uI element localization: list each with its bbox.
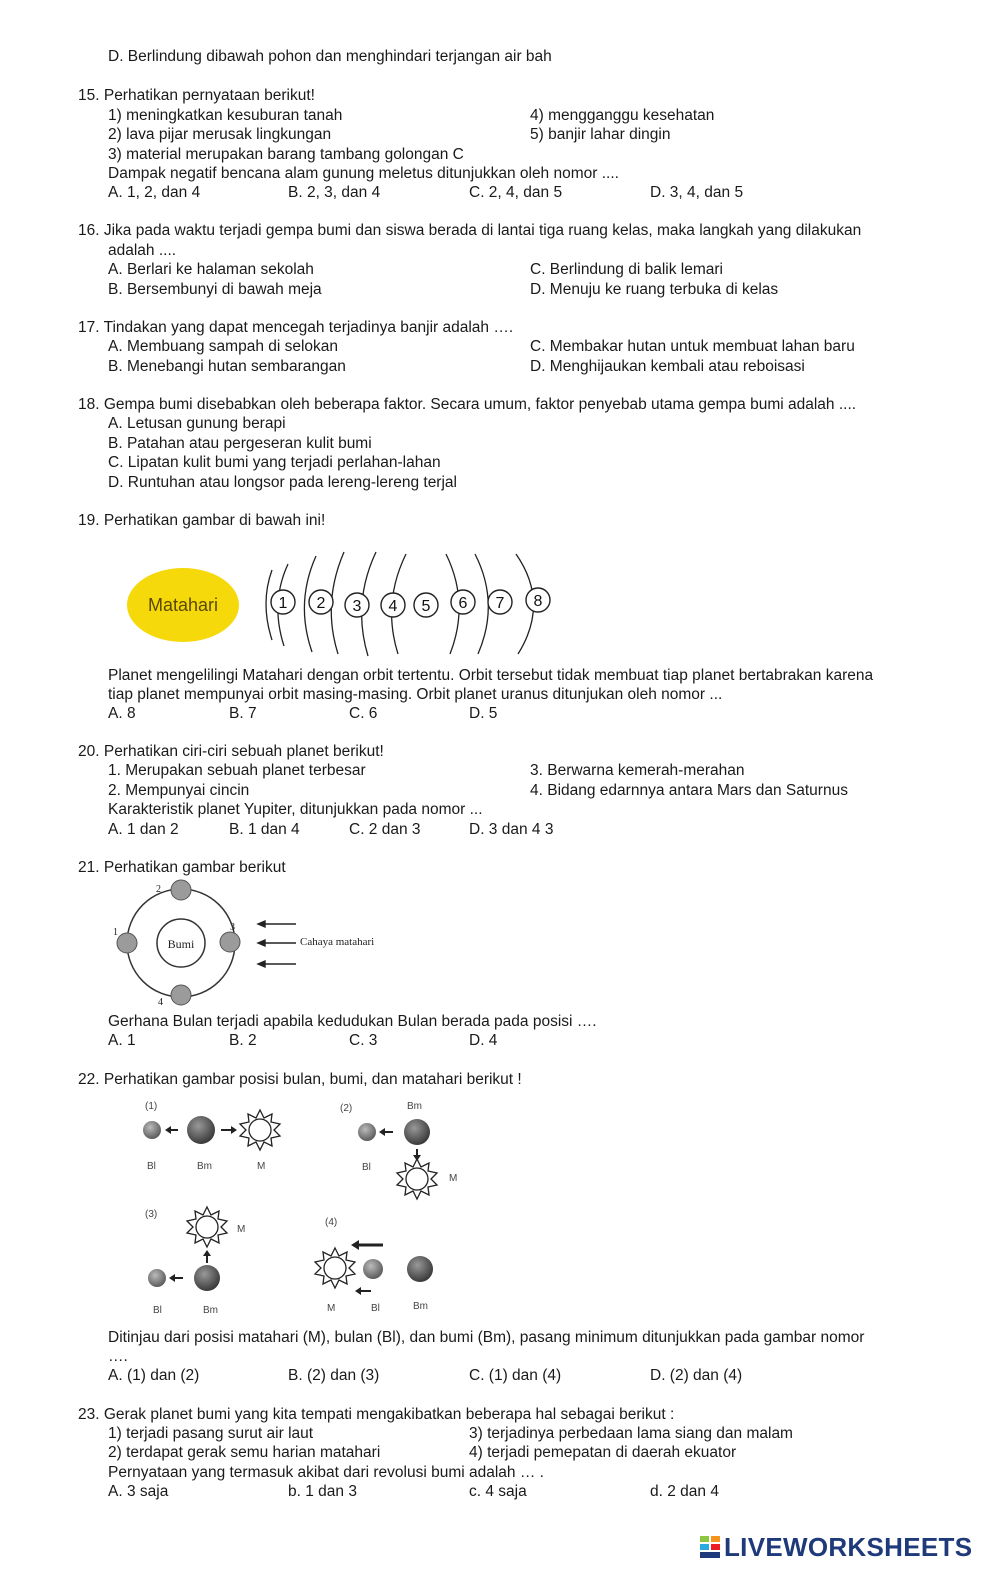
q20-trait-3: 3. Berwarna kemerah-merahan: [530, 762, 745, 779]
label-bm: Bm: [203, 1305, 218, 1316]
q23-statement-4: 4) terjadi pemepatan di daerah ekuator: [469, 1444, 737, 1461]
earth-label: Bumi: [167, 937, 195, 951]
sunlight-arrows: [258, 921, 296, 967]
q21-stem: 21. Perhatikan gambar berikut: [78, 859, 286, 876]
q23-option-b[interactable]: b. 1 dan 3: [288, 1483, 357, 1500]
config-1-label: (1): [145, 1101, 158, 1112]
q20-option-d[interactable]: D. 3 dan 4 3: [469, 821, 554, 838]
brand-name: LIVEWORKSHEETS: [724, 1532, 973, 1562]
q18-option-c[interactable]: C. Lipatan kulit bumi yang terjadi perlahan-lahan: [108, 454, 441, 471]
configuration-2: [340, 1101, 457, 1199]
q19-stem: 19. Perhatikan gambar di bawah ini!: [78, 512, 326, 529]
q15-statement-2: 2) lava pijar merusak lingkungan: [108, 126, 332, 143]
moon-position-1: [117, 933, 137, 953]
q23-option-a[interactable]: A. 3 saja: [108, 1483, 169, 1500]
position-4-label: 4: [158, 997, 163, 1008]
q16-option-a[interactable]: A. Berlari ke halaman sekolah: [108, 261, 314, 278]
planet-6-label: 6: [458, 595, 468, 612]
configuration-3: [145, 1207, 245, 1316]
planet-markers: [271, 588, 550, 617]
position-1-label: 1: [113, 927, 118, 938]
q23-statement-2: 2) terdapat gerak semu harian matahari: [108, 1444, 381, 1461]
q19-option-c[interactable]: C. 6: [349, 705, 378, 722]
label-m: M: [237, 1224, 246, 1235]
label-bm: Bm: [197, 1161, 212, 1172]
position-3-label: 3: [230, 922, 235, 933]
q21-option-a[interactable]: A. 1: [108, 1032, 136, 1049]
earth-shape: [404, 1119, 430, 1145]
q20-trait-4: 4. Bidang edarnnya antara Mars dan Saturnus: [530, 782, 848, 799]
q22-option-b[interactable]: B. (2) dan (3): [288, 1367, 380, 1384]
tides-figure: [135, 1095, 465, 1320]
q15-stem: 15. Perhatikan pernyataan berikut!: [78, 87, 315, 104]
planet-3-label: 3: [352, 598, 362, 615]
moon-shape: [363, 1259, 383, 1279]
q23-statement-3: 3) terjadinya perbedaan lama siang dan malam: [469, 1425, 793, 1442]
q19-option-a[interactable]: A. 8: [108, 705, 136, 722]
moon-position-2: [171, 880, 191, 900]
q20-question: Karakteristik planet Yupiter, ditunjukkan pada nomor ...: [108, 801, 483, 818]
liveworksheets-icon: [700, 1536, 720, 1558]
planet-7-label: 7: [495, 595, 505, 612]
q17-option-b[interactable]: B. Menebangi hutan sembarangan: [108, 358, 346, 375]
planet-2-label: 2: [316, 595, 326, 612]
q23-option-c[interactable]: c. 4 saja: [469, 1483, 527, 1500]
q22-question: Ditinjau dari posisi matahari (M), bulan (Bl), dan bumi (Bm), pasang minimum ditunjukkan pada gambar nomor: [108, 1329, 865, 1346]
q20-stem: 20. Perhatikan ciri-ciri sebuah planet berikut!: [78, 743, 384, 760]
planet-4-label: 4: [388, 598, 398, 615]
q17-option-c[interactable]: C. Membakar hutan untuk membuat lahan baru: [530, 338, 855, 355]
q21-option-d[interactable]: D. 4: [469, 1032, 498, 1049]
configuration-1: [143, 1101, 280, 1172]
moon-shape: [143, 1121, 161, 1139]
q22-question-cont: ….: [108, 1348, 128, 1365]
q18-option-d[interactable]: D. Runtuhan atau longsor pada lereng-lereng terjal: [108, 474, 457, 491]
label-bl: Bl: [153, 1305, 162, 1316]
solar-system-figure: [120, 548, 570, 658]
label-m: M: [327, 1303, 336, 1314]
lunar-eclipse-figure: [108, 880, 408, 1010]
q17-stem: 17. Tindakan yang dapat mencegah terjadinya banjir adalah ….: [78, 319, 514, 336]
moon-shape: [358, 1123, 376, 1141]
earth-shape: [194, 1265, 220, 1291]
earth-shape: [407, 1256, 433, 1282]
configuration-4: [315, 1217, 433, 1314]
planet-8-label: 8: [533, 593, 543, 610]
q16-option-d[interactable]: D. Menuju ke ruang terbuka di kelas: [530, 281, 779, 298]
label-bm: Bm: [407, 1101, 422, 1112]
q20-option-b[interactable]: B. 1 dan 4: [229, 821, 300, 838]
q15-option-b[interactable]: B. 2, 3, dan 4: [288, 184, 381, 201]
sun-icon: [397, 1159, 437, 1199]
sun-icon: [187, 1207, 227, 1247]
q16-stem-cont: adalah ....: [108, 242, 177, 259]
q18-option-a[interactable]: A. Letusan gunung berapi: [108, 415, 286, 432]
q19-text-line2: tiap planet mempunyai orbit masing-masing. Orbit planet uranus ditunjukan oleh nomor ...: [108, 686, 723, 703]
sunlight-label: Cahaya matahari: [300, 936, 375, 948]
liveworksheets-logo[interactable]: [700, 1530, 995, 1564]
prev-option-d: D. Berlindung dibawah pohon dan menghindari terjangan air bah: [108, 48, 552, 65]
q21-option-b[interactable]: B. 2: [229, 1032, 257, 1049]
q23-statement-1: 1) terjadi pasang surut air laut: [108, 1425, 314, 1442]
planet-5-label: 5: [421, 598, 431, 615]
q20-trait-1: 1. Merupakan sebuah planet terbesar: [108, 762, 366, 779]
q15-option-a[interactable]: A. 1, 2, dan 4: [108, 184, 201, 201]
position-2-label: 2: [156, 884, 161, 895]
q23-stem: 23. Gerak planet bumi yang kita tempati mengakibatkan beberapa hal sebagai berikut :: [78, 1406, 675, 1423]
config-3-label: (3): [145, 1209, 158, 1220]
label-bl: Bl: [147, 1161, 156, 1172]
q22-option-c[interactable]: C. (1) dan (4): [469, 1367, 562, 1384]
q20-option-a[interactable]: A. 1 dan 2: [108, 821, 179, 838]
q15-statement-4: 4) mengganggu kesehatan: [530, 107, 715, 124]
q20-trait-2: 2. Mempunyai cincin: [108, 782, 250, 799]
q19-text-line1: Planet mengelilingi Matahari dengan orbit tertentu. Orbit tersebut tidak membuat tiap planet bertabrakan karena: [108, 667, 874, 684]
q15-statement-5: 5) banjir lahar dingin: [530, 126, 671, 143]
q17-option-a[interactable]: A. Membuang sampah di selokan: [108, 338, 339, 355]
q17-option-d[interactable]: D. Menghijaukan kembali atau reboisasi: [530, 358, 805, 375]
q22-option-d[interactable]: D. (2) dan (4): [650, 1367, 743, 1384]
q20-option-c[interactable]: C. 2 dan 3: [349, 821, 421, 838]
planet-1-label: 1: [278, 595, 288, 612]
label-bl: Bl: [371, 1303, 380, 1314]
sun-label: Matahari: [147, 595, 219, 615]
q16-option-c[interactable]: C. Berlindung di balik lemari: [530, 261, 723, 278]
label-m: M: [257, 1161, 266, 1172]
q22-option-a[interactable]: A. (1) dan (2): [108, 1367, 200, 1384]
q15-option-d[interactable]: D. 3, 4, dan 5: [650, 184, 744, 201]
q19-option-b[interactable]: B. 7: [229, 705, 257, 722]
q18-stem: 18. Gempa bumi disebabkan oleh beberapa faktor. Secara umum, faktor penyebab utama gempa bumi adalah ....: [78, 396, 857, 413]
config-2-label: (2): [340, 1103, 353, 1114]
earth-shape: [187, 1116, 215, 1144]
q15-statement-1: 1) meningkatkan kesuburan tanah: [108, 107, 343, 124]
q23-question: Pernyataan yang termasuk akibat dari revolusi bumi adalah … .: [108, 1464, 544, 1481]
q15-question: Dampak negatif bencana alam gunung meletus ditunjukkan oleh nomor ....: [108, 165, 619, 182]
q15-statement-3: 3) material merupakan barang tambang golongan C: [108, 146, 464, 163]
q21-option-c[interactable]: C. 3: [349, 1032, 378, 1049]
q22-stem: 22. Perhatikan gambar posisi bulan, bumi, dan matahari berikut !: [78, 1071, 522, 1088]
q15-option-c[interactable]: C. 2, 4, dan 5: [469, 184, 563, 201]
q23-option-d[interactable]: d. 2 dan 4: [650, 1483, 719, 1500]
label-m: M: [449, 1173, 458, 1184]
q18-option-b[interactable]: B. Patahan atau pergeseran kulit bumi: [108, 435, 372, 452]
q16-option-b[interactable]: B. Bersembunyi di bawah meja: [108, 281, 322, 298]
config-4-label: (4): [325, 1217, 338, 1228]
q19-option-d[interactable]: D. 5: [469, 705, 498, 722]
label-bm: Bm: [413, 1301, 428, 1312]
moon-shape: [148, 1269, 166, 1287]
moon-position-4: [171, 985, 191, 1005]
moon-position-3: [220, 932, 240, 952]
sun-icon: [240, 1110, 280, 1150]
q21-question: Gerhana Bulan terjadi apabila kedudukan Bulan berada pada posisi ….: [108, 1013, 597, 1030]
q16-stem: 16. Jika pada waktu terjadi gempa bumi dan siswa berada di lantai tiga ruang kelas, maka langkah yang dilakukan: [78, 222, 862, 239]
sun-icon: [315, 1248, 355, 1288]
label-bl: Bl: [362, 1162, 371, 1173]
